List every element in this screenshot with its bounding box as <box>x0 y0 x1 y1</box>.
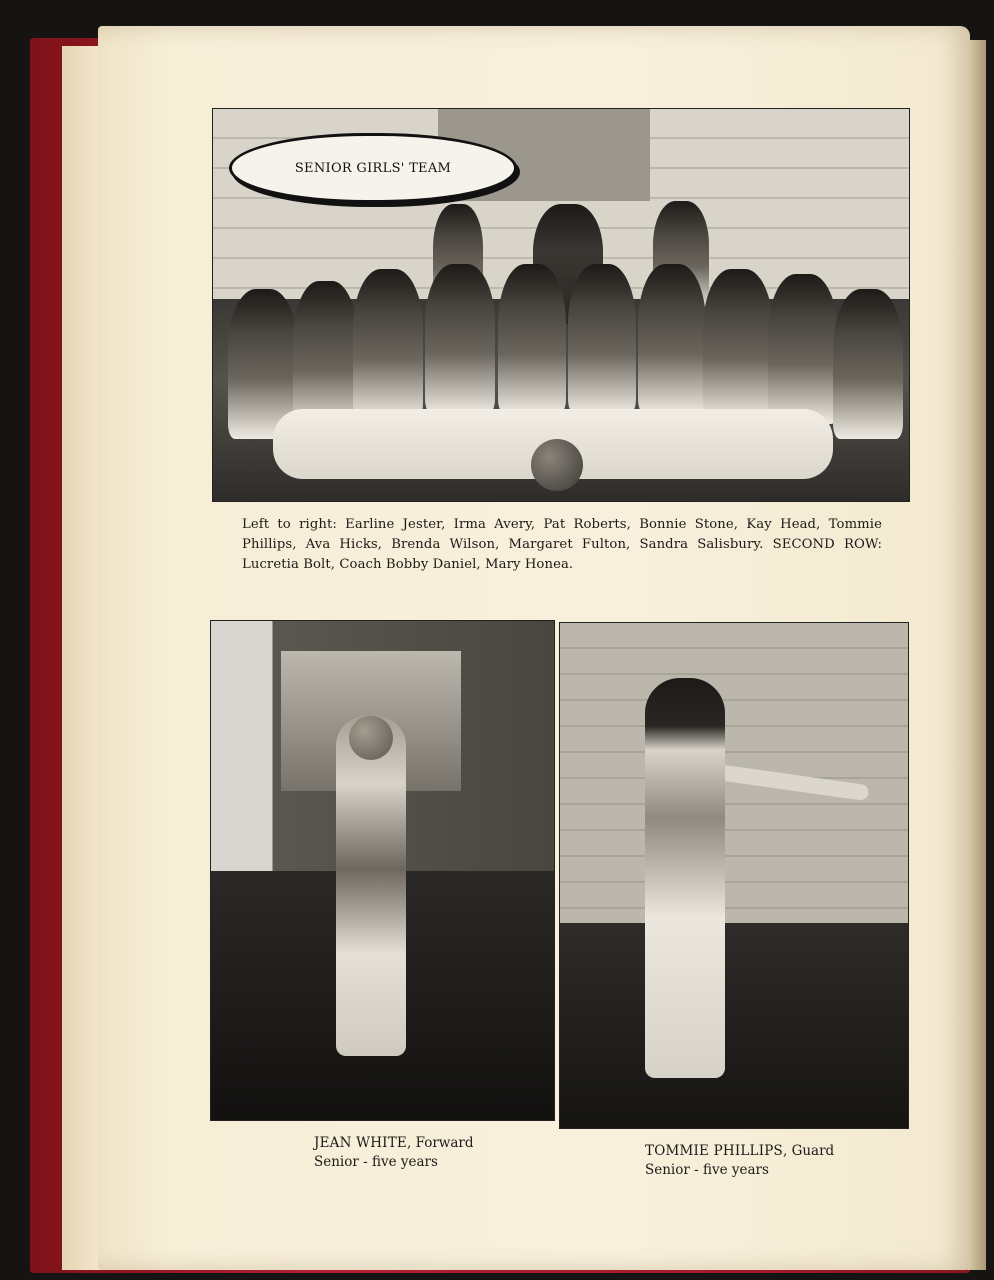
basketball <box>531 439 583 491</box>
team-photo <box>212 108 910 502</box>
team-member-figure <box>768 274 838 424</box>
player-photo-jean-white <box>210 620 555 1121</box>
team-title-bubble <box>229 133 517 203</box>
team-caption: Left to right: Earline Jester, Irma Avery, Pat Roberts, Bonnie Stone, Kay Head, Tommie Phillips, Ava Hicks, Brenda Wilson, Margaret Fulton, Sandra Salisbury. SECOND ROW: Lucretia Bolt, Coach Bobby Daniel, Mary Honea. <box>242 517 882 572</box>
team-member-figure <box>498 264 566 414</box>
team-member-figure <box>833 289 903 439</box>
player-caption-jean-white <box>314 1134 473 1172</box>
team-member-figure <box>638 264 706 414</box>
team-member-figure <box>353 269 423 419</box>
player-name: TOMMIE PHILLIPS <box>645 1143 783 1159</box>
page-right-edge <box>968 40 986 1270</box>
player-photo-tommie-phillips <box>559 622 909 1129</box>
player-figure <box>336 716 406 1056</box>
team-member-figure <box>703 269 773 419</box>
basketball <box>349 716 393 760</box>
player-detail: Senior - five years <box>314 1154 438 1170</box>
team-member-figure <box>568 264 636 414</box>
team-member-figure <box>425 264 495 414</box>
gym-floor <box>560 923 908 1128</box>
player-caption-tommie-phillips <box>645 1142 834 1180</box>
player-position: Forward <box>415 1135 474 1151</box>
player-name-line: JEAN WHITE, Forward <box>314 1135 474 1151</box>
team-title: SENIOR GIRLS' TEAM <box>294 160 452 176</box>
player-position: Guard <box>791 1143 835 1159</box>
page-stack-edge <box>62 46 102 1270</box>
player-name-line: TOMMIE PHILLIPS, Guard <box>645 1143 835 1159</box>
player-detail: Senior - five years <box>645 1162 769 1178</box>
player-name: JEAN WHITE <box>314 1135 407 1151</box>
player-figure <box>645 678 725 1078</box>
